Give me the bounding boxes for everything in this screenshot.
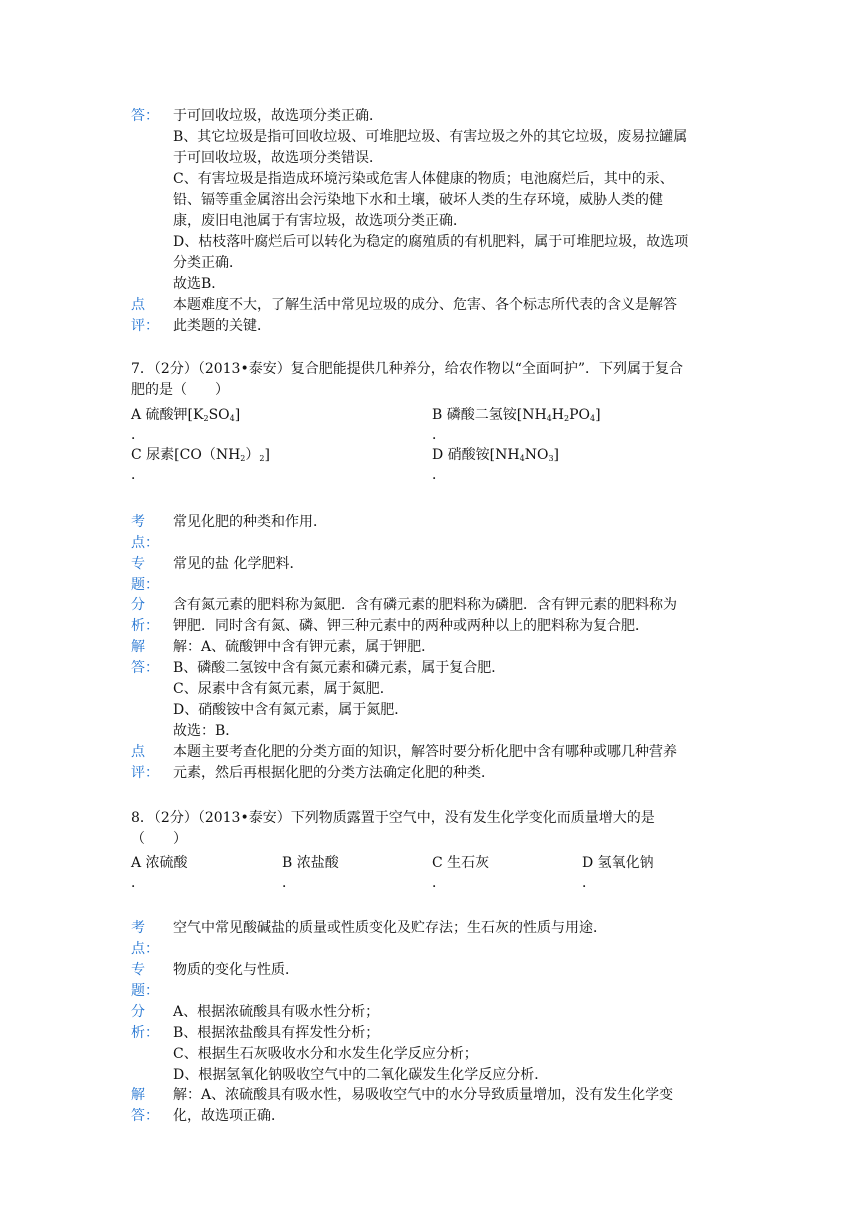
comment-line: 本题难度不大，了解生活中常见垃圾的成分、危害、各个标志所代表的含义是解答 (173, 297, 677, 313)
answer-label: 答： (131, 108, 159, 124)
jieda-label: 答： (131, 1108, 159, 1124)
jieda-line: 化，故选项正确． (173, 1108, 285, 1124)
option-dot: ． (432, 467, 446, 483)
option-dot: ． (131, 875, 145, 891)
answer-line: C、有害垃圾是指造成环境污染或危害人体健康的物质；电池腐烂后，其中的汞、 (173, 171, 674, 187)
jieda-line: 故选：B． (173, 723, 240, 739)
option-dot: ． (131, 427, 145, 443)
zhuanti-label: 题： (131, 983, 159, 999)
fenxi-line: 钾肥．同时含有氮、磷、钾三种元素中的两种或两种以上的肥料称为复合肥． (173, 618, 649, 634)
dianping-line: 本题主要考查化肥的分类方面的知识，解答时要分析化肥中含有哪种或哪几种营养 (173, 744, 677, 760)
answer-line: 故选B． (173, 276, 226, 292)
fenxi-line: B、根据浓盐酸具有挥发性分析； (173, 1025, 380, 1041)
option-dot: ． (282, 875, 296, 891)
answer-line: 铅、镉等重金属溶出会污染地下水和土壤，破坏人类的生存环境，威胁人类的健 (173, 192, 663, 208)
answer-line: B、其它垃圾是指可回收垃圾、可堆肥垃圾、有害垃圾之外的其它垃圾，废易拉罐属 (173, 129, 688, 145)
question-7-stem: 肥的是（ ） (131, 382, 229, 398)
option-a: A 硫酸钾$[K_2SO_4]$ (131, 407, 241, 423)
jieda-label: 解 (131, 639, 145, 655)
dianping-label: 点 (131, 744, 145, 760)
comment-line: 此类题的关键． (173, 318, 271, 334)
option-d: D 硝酸铵$[NH_4NO_3]$ (432, 447, 559, 463)
option-d: D 氢氧化钠 (582, 855, 654, 871)
kaodian-label: 点： (131, 941, 159, 957)
option-dot: ． (131, 467, 145, 483)
fenxi-label: 析： (131, 1025, 159, 1041)
fenxi-label: 分 (131, 1004, 145, 1020)
option-b: B 磷酸二氢铵$[NH_4H_2PO_4]$ (432, 407, 601, 423)
option-b: B 浓盐酸 (282, 855, 339, 871)
comment-label: 点 (131, 297, 145, 313)
option-dot: ． (582, 875, 596, 891)
option-dot: ． (432, 875, 446, 891)
fenxi-label: 分 (131, 597, 145, 613)
zhuanti-label: 题： (131, 577, 159, 593)
question-7-stem: 7．（2分）（2013•泰安）复合肥能提供几种养分，给农作物以“全面呵护”．下列属于复合 (131, 361, 684, 377)
jieda-label: 解 (131, 1087, 145, 1103)
zhuanti-label: 专 (131, 962, 145, 978)
comment-label: 评： (131, 318, 159, 334)
option-a: A 浓硫酸 (131, 855, 188, 871)
jieda-line: B、磷酸二氢铵中含有氮元素和磷元素，属于复合肥． (173, 660, 506, 676)
kaodian-label: 考 (131, 920, 145, 936)
zhuanti-text: 常见的盐 化学肥料． (173, 556, 304, 572)
answer-line: 于可回收垃圾，故选项分类正确． (173, 108, 383, 124)
jieda-line: D、硝酸铵中含有氮元素，属于氮肥． (173, 702, 409, 718)
fenxi-line: C、根据生石灰吸收水分和水发生化学反应分析； (173, 1046, 478, 1062)
jieda-line: C、尿素中含有氮元素，属于氮肥． (173, 681, 394, 697)
zhuanti-text: 物质的变化与性质． (173, 962, 299, 978)
jieda-label: 答： (131, 660, 159, 676)
answer-line: 康，废旧电池属于有害垃圾，故选项分类正确． (173, 213, 467, 229)
fenxi-line: D、根据氢氧化钠吸收空气中的二氧化碳发生化学反应分析． (173, 1067, 549, 1083)
answer-line: D、枯枝落叶腐烂后可以转化为稳定的腐殖质的有机肥料，属于可堆肥垃圾，故选项 (173, 234, 689, 250)
dianping-line: 元素，然后再根据化肥的分类方法确定化肥的种类． (173, 765, 495, 781)
kaodian-label: 点： (131, 535, 159, 551)
jieda-line: 解：A、浓硫酸具有吸水性，易吸收空气中的水分导致质量增加，没有发生化学变 (173, 1087, 674, 1103)
fenxi-line: A、根据浓硫酸具有吸水性分析； (173, 1004, 380, 1020)
dianping-label: 评： (131, 765, 159, 781)
option-c: C 尿素$[CO(NH_2)_2]$ (131, 447, 270, 463)
fenxi-line: 含有氮元素的肥料称为氮肥．含有磷元素的肥料称为磷肥．含有钾元素的肥料称为 (173, 597, 677, 613)
option-c: C 生石灰 (432, 855, 490, 871)
answer-line: 分类正确． (173, 255, 243, 271)
zhuanti-label: 专 (131, 556, 145, 572)
jieda-line: 解：A、硫酸钾中含有钾元素，属于钾肥． (173, 639, 436, 655)
kaodian-label: 考 (131, 514, 145, 530)
option-dot: ． (432, 427, 446, 443)
fenxi-label: 析： (131, 618, 159, 634)
question-8-stem: （ ） (131, 831, 187, 847)
kaodian-text: 常见化肥的种类和作用． (173, 514, 327, 530)
kaodian-text: 空气中常见酸碱盐的质量或性质变化及贮存法；生石灰的性质与用途． (173, 920, 607, 936)
answer-line: 于可回收垃圾，故选项分类错误． (173, 150, 383, 166)
question-8-stem: 8．（2分）（2013•泰安）下列物质露置于空气中，没有发生化学变化而质量增大的是 (131, 810, 655, 826)
